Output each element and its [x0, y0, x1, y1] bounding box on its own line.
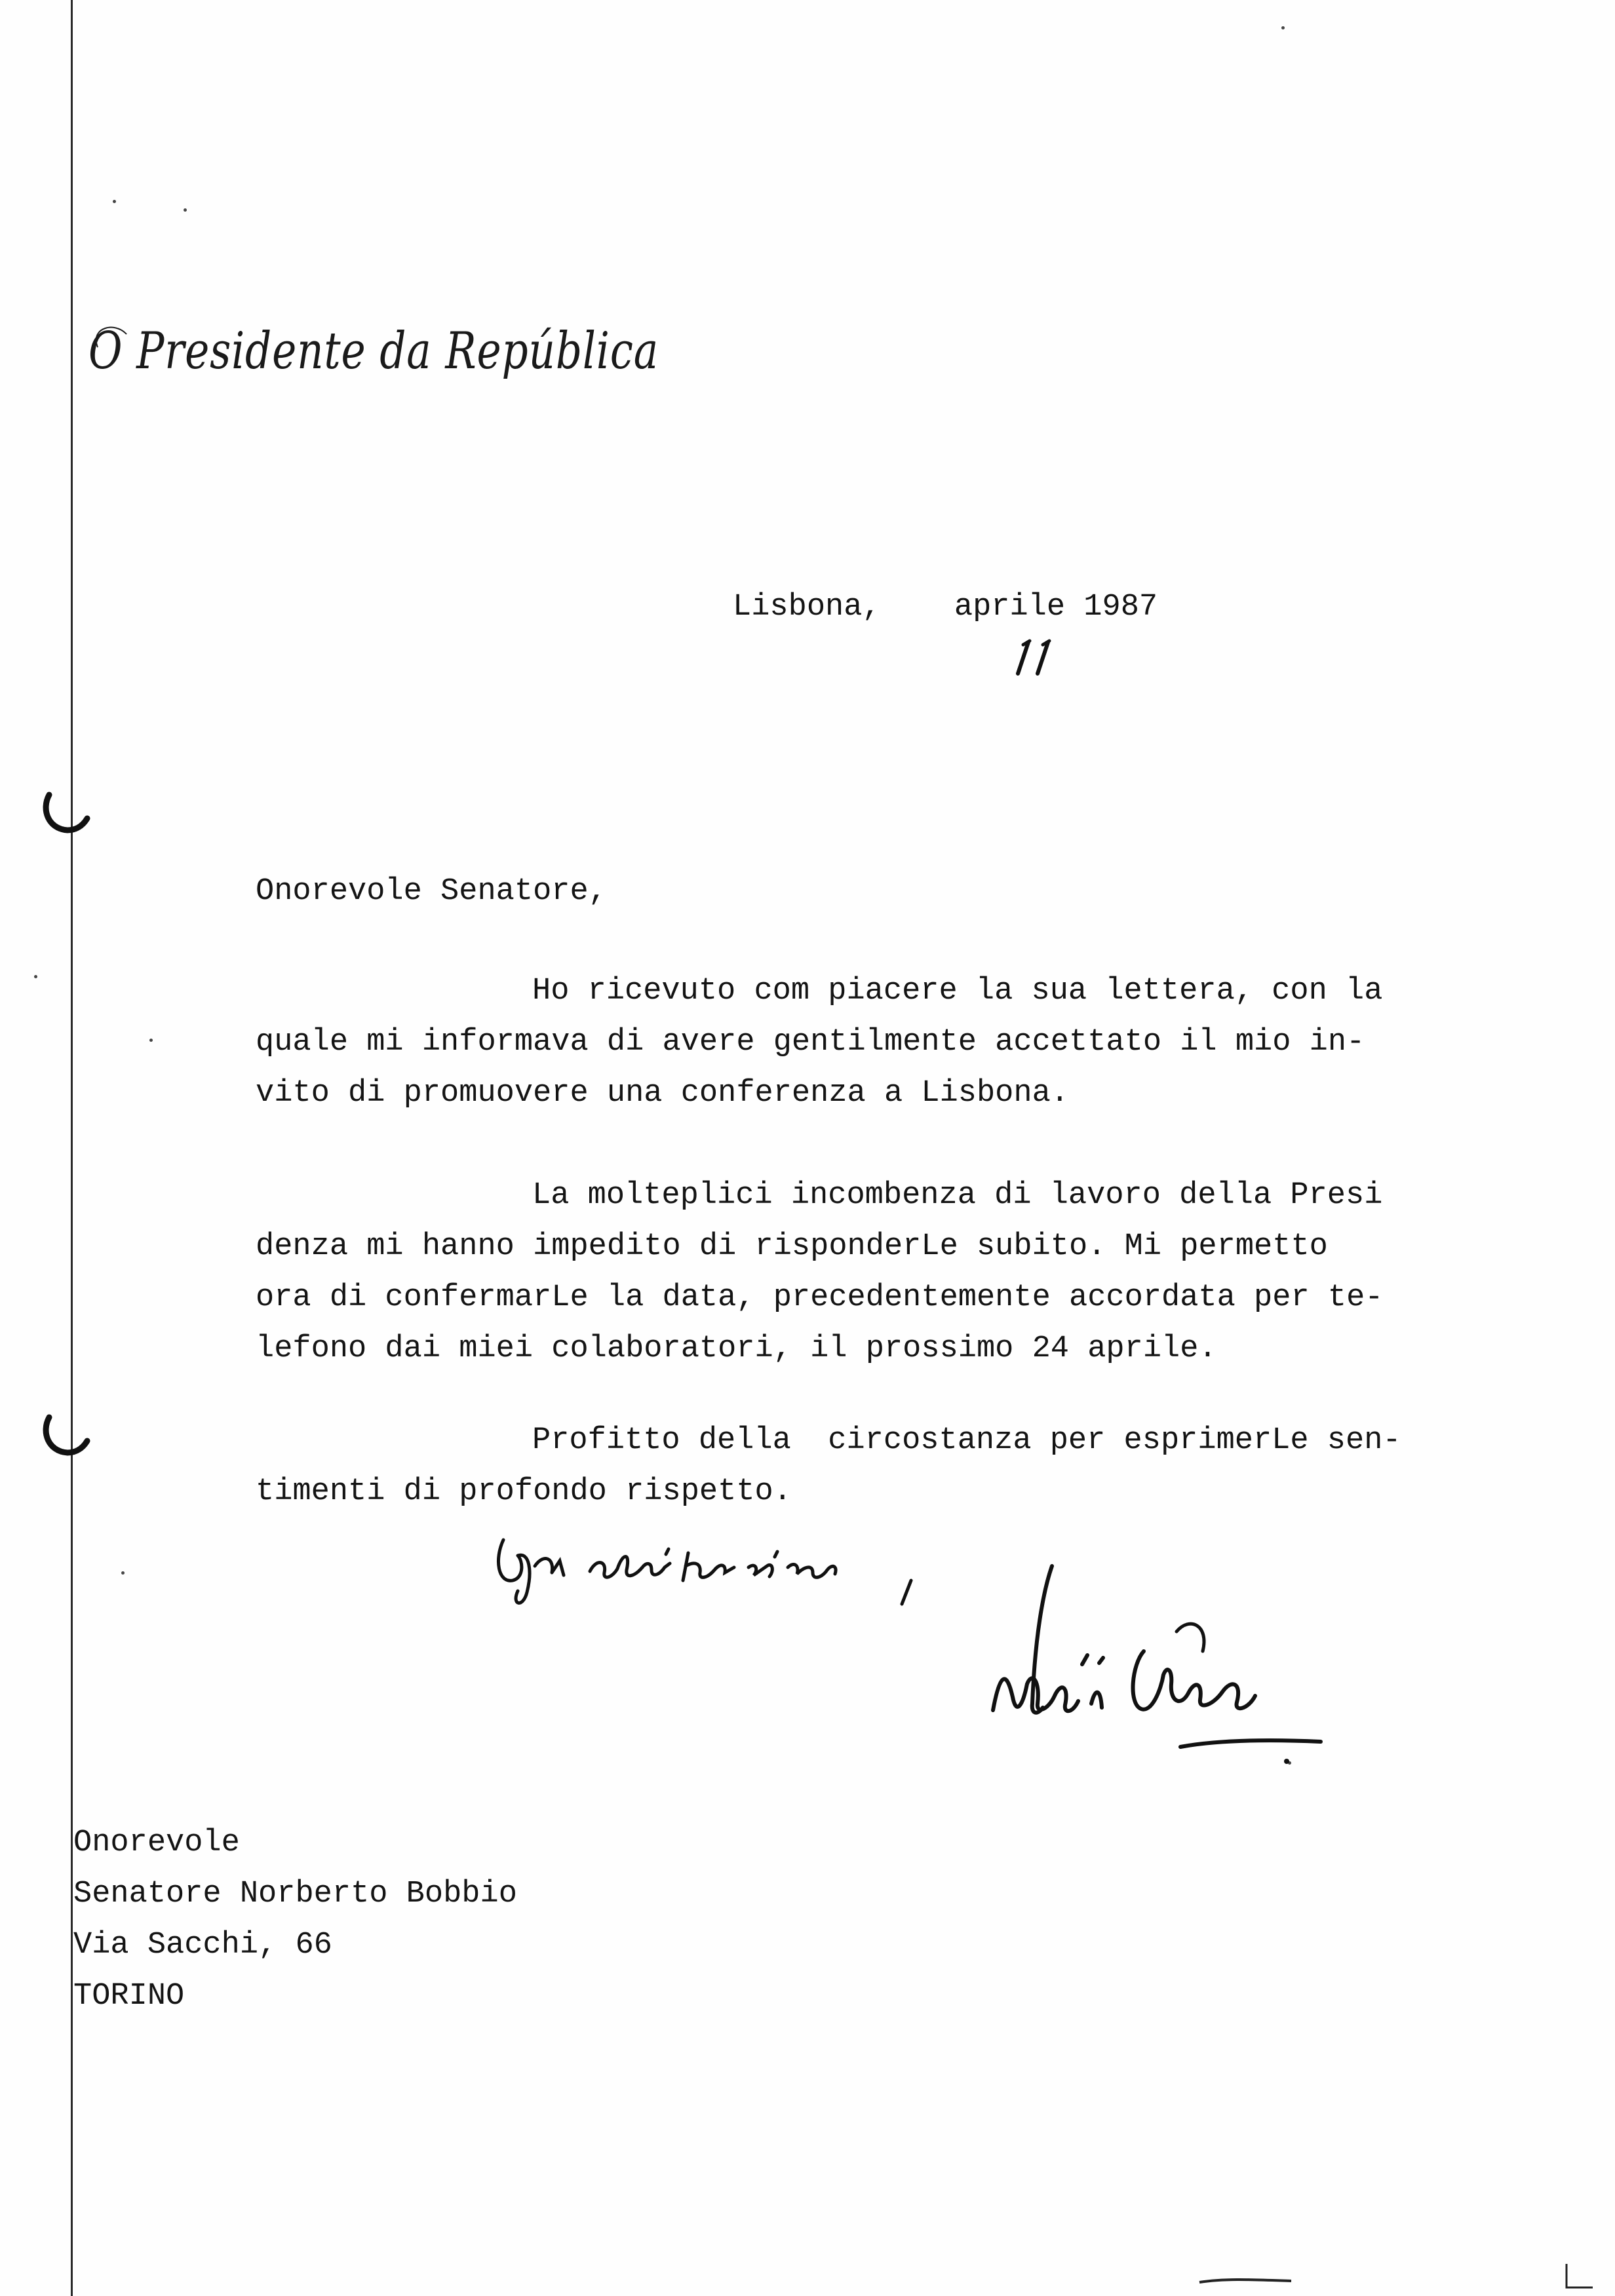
body-paragraph-3	[256, 1415, 1401, 1518]
date-place: Lisbona,	[733, 590, 881, 624]
letterhead-script	[88, 308, 678, 406]
address-line: Via Sacchi, 66	[73, 1928, 332, 1962]
recipient-address	[73, 1818, 517, 2022]
body-paragraph-1	[256, 966, 1382, 1119]
scan-speck	[34, 975, 37, 978]
binder-clip-icon	[36, 1406, 95, 1464]
signature-name	[0, 0, 1, 1]
salutation: Onorevole Senatore,	[256, 874, 607, 909]
scan-speck	[121, 1571, 125, 1575]
body-line: lefono dai miei colaboratori, il prossimo 24 aprile.	[256, 1331, 1217, 1366]
scan-speck	[149, 1039, 153, 1042]
page-margin-line	[71, 0, 73, 2296]
address-line: Senatore Norberto Bobbio	[73, 1877, 517, 1911]
date-day-value	[1010, 702, 1011, 703]
signature	[980, 1553, 1347, 1769]
scan-speck	[184, 208, 187, 212]
body-line: vito di promuovere una conferenza a Lisbona.	[256, 1076, 1070, 1111]
address-line: TORINO	[73, 1979, 185, 2014]
letterhead-text: O Presidente da República	[88, 322, 659, 381]
scan-edge-artifact	[1199, 2264, 1593, 2290]
body-line: quale mi informava di avere gentilmente accettato il mio in-	[256, 1025, 1365, 1060]
address-line: Onorevole	[73, 1826, 240, 1860]
date-day-ink	[1010, 633, 1065, 684]
scan-speck	[1281, 26, 1285, 29]
date-day-handwritten	[899, 582, 954, 633]
binder-clip-icon	[36, 783, 95, 842]
date-line	[733, 582, 1158, 633]
body-line: La molteplici incombenza di lavoro della Presi	[532, 1178, 1383, 1213]
body-line: ora di confermarLe la data, precedentemente accordata per te-	[256, 1280, 1384, 1315]
body-line: timenti di profondo rispetto.	[256, 1474, 792, 1509]
date-month-year: aprile 1987	[954, 590, 1158, 624]
closing-text	[0, 0, 1, 1]
scan-speck	[113, 200, 116, 203]
body-line: denza mi hanno impedito di risponderLe subito. Mi permetto	[256, 1229, 1328, 1264]
body-paragraph-2	[256, 1170, 1383, 1375]
body-line: Profitto della circostanza per esprimerLe sen-	[532, 1423, 1401, 1458]
body-line: Ho ricevuto com piacere la sua lettera, con la	[532, 974, 1383, 1008]
handwritten-closing	[492, 1520, 937, 1625]
